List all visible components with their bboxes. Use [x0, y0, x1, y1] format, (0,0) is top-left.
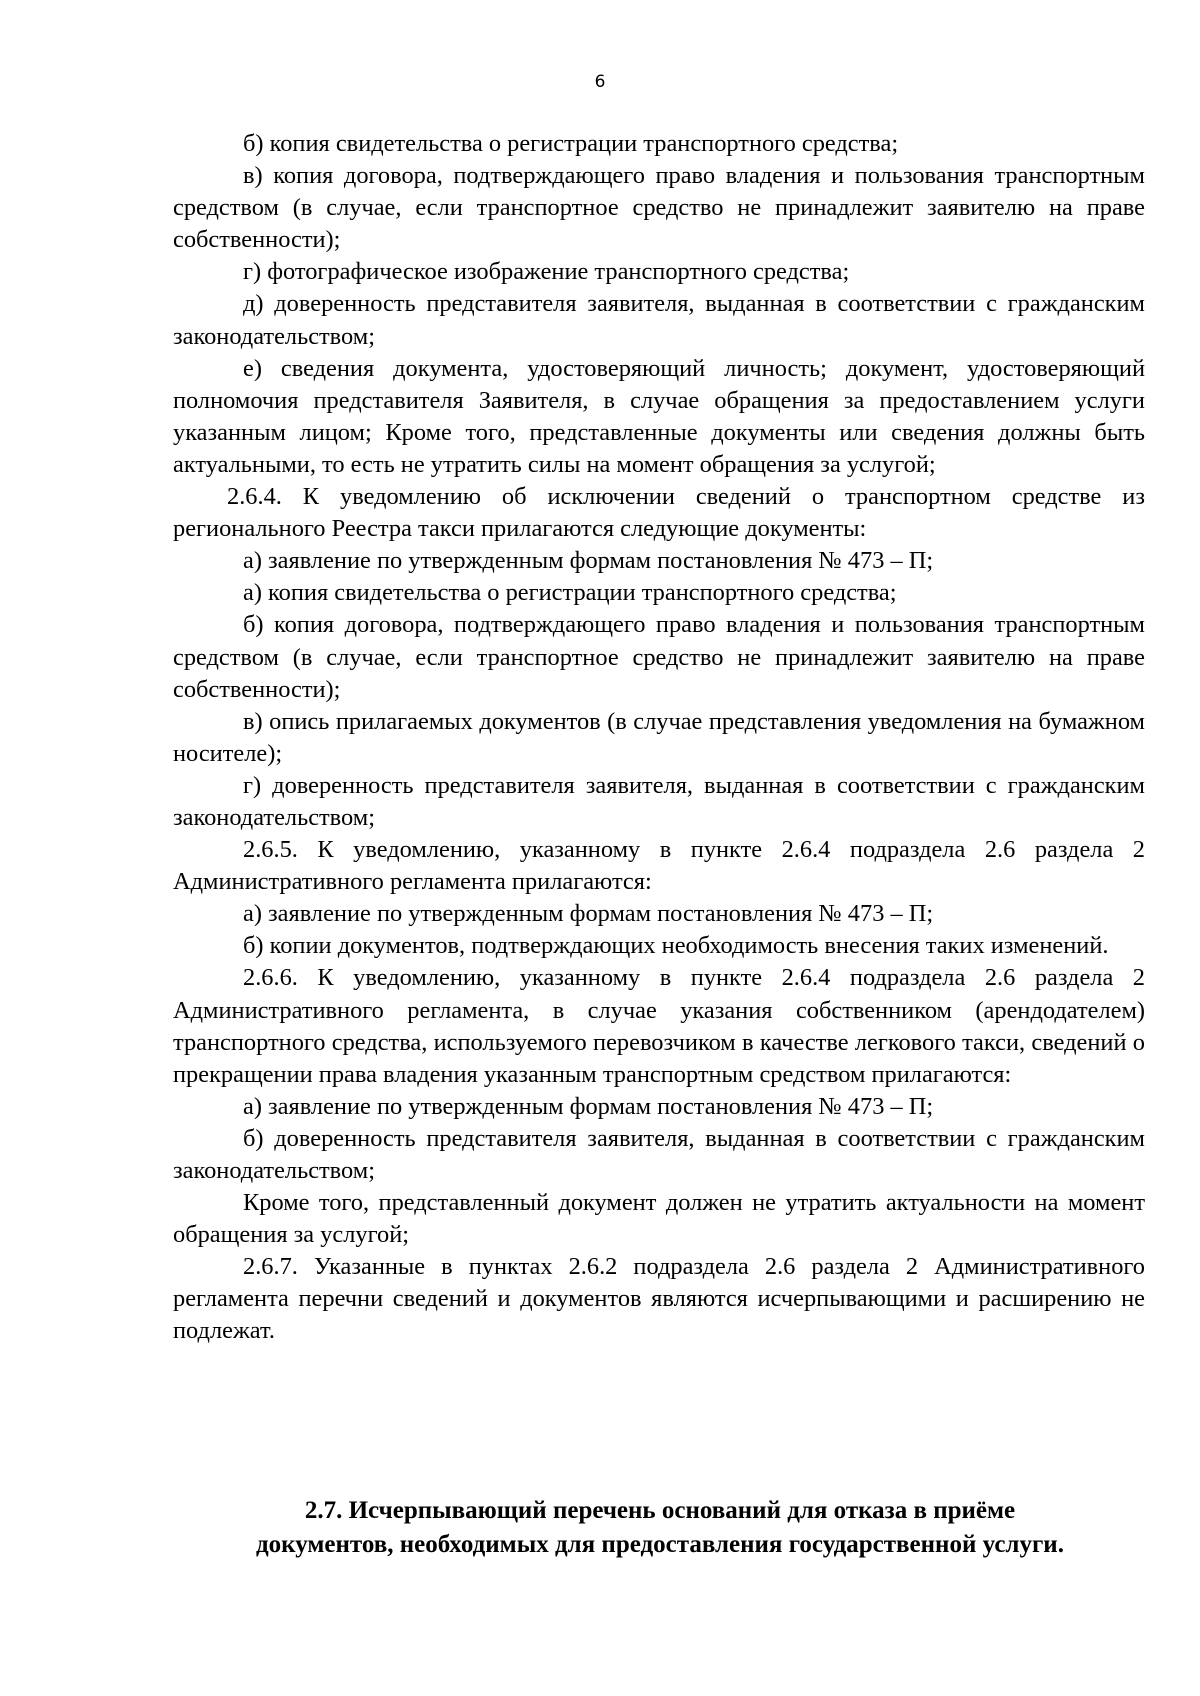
paragraph: е) сведения документа, удостоверяющий личность; документ, удостоверяющий полномочия представителя Заявителя, в случае обращения за предоставлением услуги указанным лицом; Кроме того, представленные документы или сведения должны быть актуальными, то есть не утратить силы на момент обращения за услугой;	[173, 354, 1145, 478]
paragraph: 2.6.6. К уведомлению, указанному в пункте 2.6.4 подраздела 2.6 раздела 2 Административного регламента, в случае указания собственником (арендодателем) транспортного средства, используемого перевозчиком в качестве легкового такси, сведений о прекращении права владения указанным транспортным средством прилагаются:	[173, 964, 1145, 1088]
document-body	[173, 128, 1145, 1348]
paragraph: а) заявление по утвержденным формам постановления № 473 – П;	[243, 547, 934, 575]
paragraph: б) копии документов, подтверждающих необходимость внесения таких изменений.	[243, 932, 1109, 960]
paragraph: б) доверенность представителя заявителя, выданная в соответствии с гражданским законодательством;	[173, 1124, 1145, 1184]
paragraph: б) копия свидетельства о регистрации транспортного средства;	[243, 130, 899, 157]
paragraph: Кроме того, представленный документ должен не утратить актуальности на момент обращения за услугой;	[173, 1189, 1145, 1249]
paragraph: а) заявление по утвержденным формам постановления № 473 – П;	[243, 1092, 934, 1120]
paragraph: в) опись прилагаемых документов (в случае представления уведомления на бумажном носителе);	[173, 707, 1145, 767]
paragraph: а) заявление по утвержденным формам постановления № 473 – П;	[243, 900, 934, 928]
paragraph: а) копия свидетельства о регистрации транспортного средства;	[243, 579, 897, 607]
paragraph: г) доверенность представителя заявителя, выданная в соответствии с гражданским законодательством;	[173, 771, 1145, 831]
paragraph: в) копия договора, подтверждающего право владения и пользования транспортным средством (в случае, если транспортное средство не принадлежит заявителю на праве собственности);	[173, 162, 1145, 254]
page-number: 6	[594, 72, 606, 92]
paragraph: 2.6.5. К уведомлению, указанному в пункте 2.6.4 подраздела 2.6 раздела 2 Административного регламента прилагаются:	[173, 836, 1145, 896]
section-heading	[160, 1494, 1160, 1562]
section-heading-line-2: документов, необходимых для предоставления государственной услуги.	[256, 1531, 1064, 1558]
paragraph: д) доверенность представителя заявителя, выданная в соответствии с гражданским законодательством;	[173, 290, 1145, 350]
paragraph: 2.6.4. К уведомлению об исключении сведений о транспортном средстве из регионального Реестра такси прилагаются следующие документы:	[173, 483, 1145, 543]
paragraph: 2.6.7. Указанные в пунктах 2.6.2 подраздела 2.6 раздела 2 Административного регламента перечни сведений и документов являются исчерпывающими и расширению не подлежат.	[173, 1253, 1145, 1345]
paragraph: г) фотографическое изображение транспортного средства;	[243, 258, 850, 286]
section-heading-line-1: 2.7. Исчерпывающий перечень оснований для отказа в приёме	[304, 1497, 1016, 1524]
paragraph: б) копия договора, подтверждающего право владения и пользования транспортным средством (в случае, если транспортное средство не принадлежит заявителю на праве собственности);	[173, 611, 1145, 703]
